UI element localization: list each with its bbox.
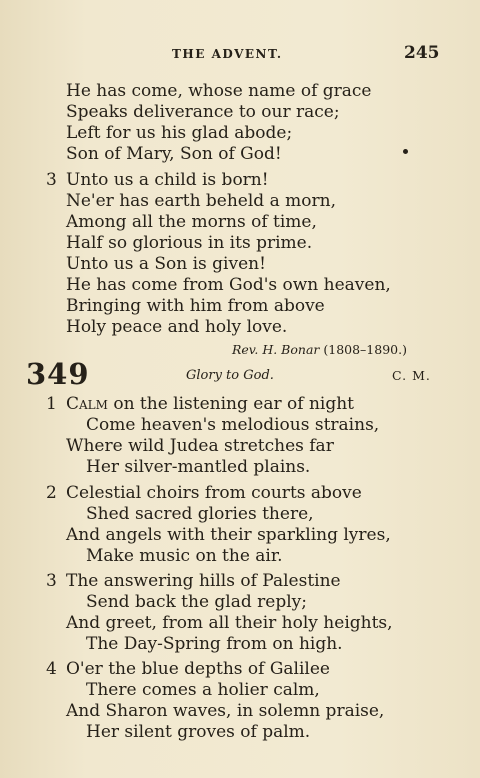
author-name: Rev. H. Bonar [232,342,320,357]
verse-line: Among all the morns of time, [66,212,317,232]
verse-line: Send back the glad reply; [86,592,308,612]
verse-number: 2 [46,483,57,503]
hymn-number: 349 [26,357,90,391]
verse-line: O'er the blue depths of Galilee [66,659,330,679]
verse-line: Bringing with him from above [66,296,325,316]
verse-line: Ne'er has earth beheld a morn, [66,191,336,211]
hymn-meter: C. M. [392,368,431,383]
verse-line: He has come from God's own heaven, [66,275,391,295]
running-header: THE ADVENT. [172,47,283,61]
verse-line: Holy peace and holy love. [66,317,288,337]
page-number: 245 [404,43,440,63]
stanza-number: 3 [46,170,57,190]
verse-line: And angels with their sparkling lyres, [66,525,391,545]
verse-number: 1 [46,394,57,414]
ink-dot [403,149,408,154]
verse-line: Left for us his glad abode; [66,123,293,143]
verse-line: And Sharon waves, in solemn praise, [66,701,385,721]
verse-line: Unto us a child is born! [66,170,269,190]
author-dates: (1808–1890.) [323,342,407,357]
verse-line: Her silent groves of palm. [86,722,311,742]
attribution [232,342,407,357]
verse-line: Where wild Judea stretches far [66,436,334,456]
verse-line: He has come, whose name of grace [66,81,372,101]
verse-line: Make music on the air. [86,546,283,566]
verse-line: The Day-Spring from on high. [86,634,343,654]
verse-first-word: Calm [66,394,108,414]
verse-number: 3 [46,571,57,591]
verse-line: Come heaven's melodious strains, [86,415,380,435]
verse-line: Celestial choirs from courts above [66,483,362,503]
verse-line: The answering hills of Palestine [66,571,341,591]
verse-line: Half so glorious in its prime. [66,233,313,253]
verse-line: There comes a holier calm, [86,680,320,700]
verse-line: Shed sacred glories there, [86,504,314,524]
verse-line: Her silver-mantled plains. [86,457,311,477]
verse-line: Speaks deliverance to our race; [66,102,340,122]
verse-line [66,394,354,415]
verse-number: 4 [46,659,57,679]
verse-line-rest: on the listening ear of night [107,394,354,414]
verse-line: And greet, from all their holy heights, [66,613,393,633]
verse-line: Son of Mary, Son of God! [66,144,282,164]
verse-line: Unto us a Son is given! [66,254,266,274]
hymn-title: Glory to God. [186,368,274,383]
